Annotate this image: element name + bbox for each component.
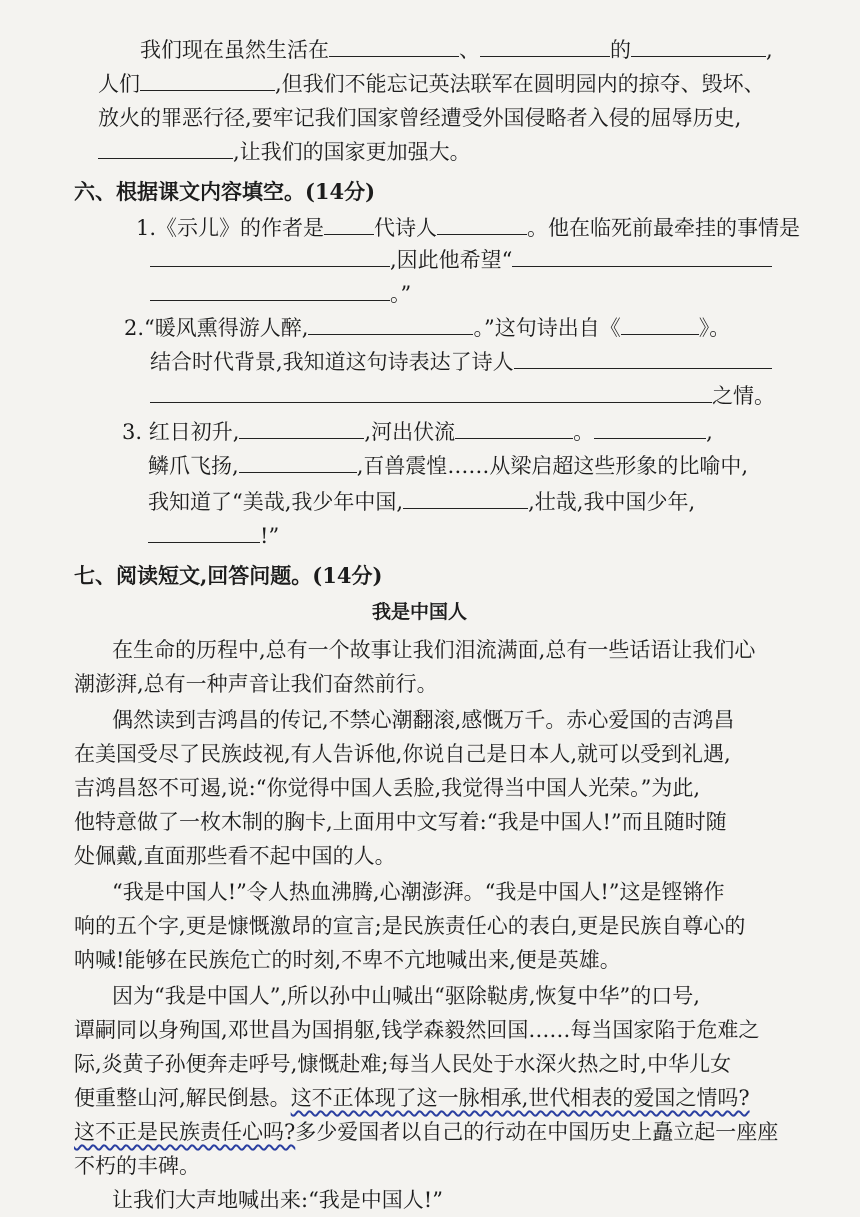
answer-blank[interactable] [514, 348, 772, 369]
underlined-sentence: 这不正是民族责任心吗? [74, 1120, 296, 1144]
text: ,让我们的国家更加强大。 [233, 140, 471, 164]
section-heading-6: 六、根据课文内容填空。(14分) [74, 179, 376, 204]
answer-blank[interactable] [594, 418, 706, 439]
answer-blank[interactable] [631, 36, 766, 57]
answer-blank[interactable] [98, 138, 233, 159]
answer-blank[interactable] [308, 314, 473, 335]
text: , [766, 38, 773, 62]
question-1-line-2 [150, 246, 772, 274]
text: 》。 [698, 316, 731, 340]
question-3 [122, 418, 713, 446]
text: 之情。 [712, 384, 775, 408]
answer-blank[interactable] [455, 418, 573, 439]
answer-blank[interactable] [621, 314, 699, 335]
answer-blank[interactable] [148, 522, 260, 543]
text: 便重整山河,解民倒悬。 [74, 1086, 291, 1110]
text: 。”这句诗出自《 [473, 316, 621, 340]
text: 我知道了“美哉,我少年中国, [148, 490, 404, 514]
text: 。” [390, 282, 412, 306]
text: 、 [459, 38, 480, 62]
answer-blank[interactable] [512, 246, 772, 267]
text: 。 [573, 420, 595, 444]
passage-line: 在生命的历程中,总有一个故事让我们泪流满面,总有一些话语让我们心 [112, 638, 756, 662]
text: ,因此他希望“ [390, 248, 513, 272]
section-heading-7: 七、阅读短文,回答问题。(14分) [74, 563, 383, 588]
passage-line: 吉鸿昌怒不可遏,说:“你觉得中国人丢脸,我觉得当中国人光荣。”为此, [74, 776, 701, 800]
passage-line: 处佩戴,直面那些看不起中国的人。 [74, 844, 396, 868]
question-3-line-4 [148, 522, 279, 550]
text: 1.《示儿》的作者是 [136, 216, 325, 240]
question-2-line-3 [150, 382, 775, 410]
passage-line: 际,炎黄子孙便奔走呼号,慷慨赴难;每当人民处于水深火热之时,中华儿女 [74, 1052, 732, 1076]
text: 的 [610, 38, 631, 62]
passage-line: 响的五个字,更是慷慨激昂的宣言;是民族责任心的表白,更是民族自尊心的 [74, 914, 746, 938]
fill-line-1 [140, 36, 773, 64]
question-1 [136, 214, 800, 242]
answer-blank[interactable] [480, 36, 610, 57]
passage-line: 让我们大声地喊出来:“我是中国人!” [112, 1188, 443, 1212]
passage-line [74, 1118, 778, 1146]
passage-line: 潮澎湃,总有一种声音让我们奋然前行。 [74, 672, 438, 696]
answer-blank[interactable] [239, 452, 357, 473]
answer-blank[interactable] [150, 382, 712, 403]
answer-blank[interactable] [140, 70, 275, 91]
question-3-line-2 [148, 452, 748, 480]
answer-blank[interactable] [150, 280, 390, 301]
underlined-sentence: 这不正体现了这一脉相承,世代相表的爱国之情吗? [290, 1086, 750, 1110]
passage-line [74, 1084, 750, 1112]
text: 代诗人 [374, 216, 438, 240]
answer-blank[interactable] [324, 214, 374, 235]
answer-blank[interactable] [150, 246, 390, 267]
passage-line: “我是中国人!”令人热血沸腾,心潮澎湃。“我是中国人!”这是铿锵作 [112, 880, 725, 904]
text: 我们现在虽然生活在 [140, 38, 329, 62]
answer-blank[interactable] [329, 36, 459, 57]
passage-line: 谭嗣同以身殉国,邓世昌为国捐躯,钱学森毅然回国……每当国家陷于危难之 [74, 1018, 760, 1042]
text: 2.“暖风熏得游人醉, [124, 316, 309, 340]
text: 鳞爪飞扬, [148, 454, 239, 478]
text: 结合时代背景,我知道这句诗表达了诗人 [150, 350, 514, 374]
text: 人们 [98, 72, 140, 96]
text: 多少爱国者以自己的行动在中国历史上矗立起一座座 [295, 1120, 779, 1144]
answer-blank[interactable] [403, 488, 528, 509]
passage-title: 我是中国人 [372, 601, 468, 623]
text: , [706, 420, 713, 444]
fill-line-2 [98, 70, 765, 98]
text: ,但我们不能忘记英法联军在圆明园内的掠夺、毁坏、 [275, 72, 765, 96]
passage-line: 偶然读到吉鸿昌的传记,不禁心潮翻滚,感慨万千。赤心爱国的吉鸿昌 [112, 708, 735, 732]
text: 。他在临死前最牵挂的事情是 [527, 216, 801, 240]
question-3-line-3 [148, 488, 695, 516]
passage-line: 在美国受尽了民族歧视,有人告诉他,你说自己是日本人,就可以受到礼遇, [74, 742, 731, 766]
text: ,河出伏流 [364, 420, 456, 444]
text: ,壮哉,我中国少年, [528, 490, 696, 514]
answer-blank[interactable] [437, 214, 527, 235]
text-line: 放火的罪恶行径,要牢记我们国家曾经遭受外国侵略者入侵的屈辱历史, [98, 106, 742, 130]
fill-line-4 [98, 138, 471, 166]
question-2 [124, 314, 730, 342]
passage-line: 呐喊!能够在民族危亡的时刻,不卑不亢地喊出来,便是英雄。 [74, 948, 621, 972]
passage-line: 他特意做了一枚木制的胸卡,上面用中文写着:“我是中国人!”而且随时随 [74, 810, 727, 834]
text: ,百兽震惶……从梁启超这些形象的比喻中, [356, 454, 749, 478]
passage-line: 因为“我是中国人”,所以孙中山喊出“驱除鞑虏,恢复中华”的口号, [112, 984, 700, 1008]
answer-blank[interactable] [239, 418, 364, 439]
passage-line: 不朽的丰碑。 [74, 1154, 200, 1178]
text: !” [260, 524, 280, 548]
question-2-line-2 [150, 348, 772, 376]
question-1-line-3 [150, 280, 411, 308]
text: 3. 红日初升, [122, 420, 240, 444]
